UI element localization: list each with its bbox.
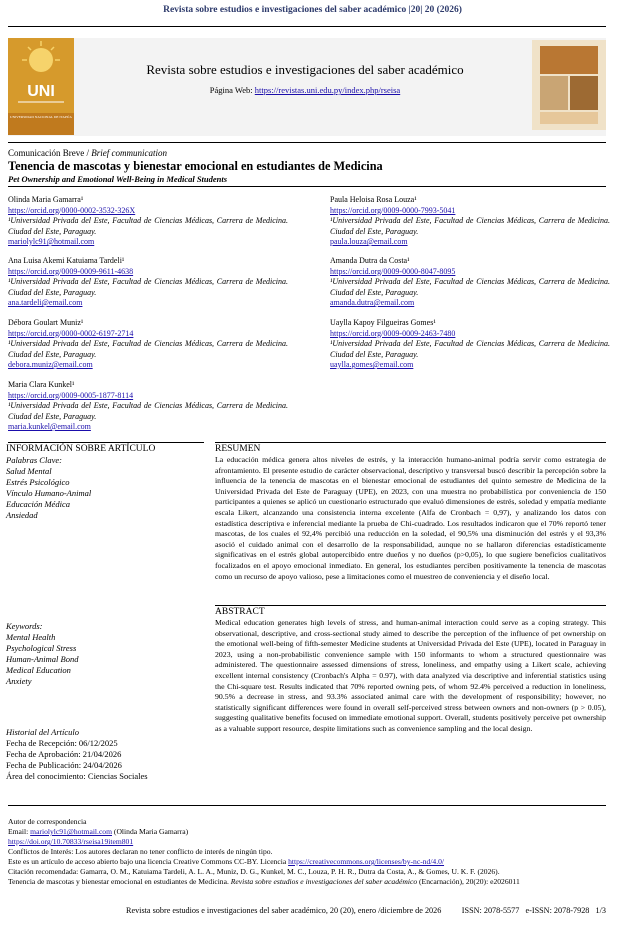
abstract-heading: ABSTRACT (215, 607, 265, 617)
author-name: Amanda Dutra da Costa¹ (330, 256, 410, 265)
title-rule-bottom (8, 186, 606, 187)
article-subtitle: Pet Ownership and Emotional Well-Being in Medical Students (8, 174, 228, 184)
date-published: Fecha de Publicación: 24/04/2026 (6, 760, 122, 770)
abstract-body: Medical education generates high levels of stress, and human-animal interaction could serve as a coping strategy. This observational, descriptive, and cross-sectional study aimed to describe the perception of the influence of pet ownership on the emotional well-being of fifth-semester Medicine students at Universidad Privada del Este (UPE), located in Paraguay in 2023, using a non-probabilistic convenience sample with 150 informants to whom a structured questionnaire was administered. The questionnaire assessed dimensions of stress, loneliness, and empathy using a Likert scale, achieving excellent internal consistency (Cronbach's Alpha = 0.97), with data analyzed via descriptive and inferential statistics using the Chi-square test. Results indicated that 70% reported owning pets, of whom 92.4% perceived a reduction in loneliness, 90.5% a decrease in stress, and 93.3% associated animal care with the development of responsibility; however, no statistically significant differences were found in overall self-perceived stress between owners and non-owners (p > 0.05), suggesting qualitative benefits focused on immediate emotional support. Overall, students positively perceive pet ownership as a valuable support resource, despite limitations such as convenience sampling and the local design. (215, 618, 606, 733)
citation-line-1: Citación recomendada: Gamarra, O. M., Katuiama Tardeli, A. L. A., Muniz, D. G., Kunkel, M. C., Louza, P. H. R., Dutra da Costa, A., & Gomes, U. K. F. (2026). (8, 867, 500, 876)
orcid-link[interactable]: https://orcid.org/0000-0002-6197-2714 (8, 328, 134, 338)
author-email[interactable]: ana.tardeli@email.com (8, 298, 83, 307)
license-link[interactable]: https://creativecommons.org/licenses/by-nc-nd/4.0/ (288, 857, 445, 866)
author-affiliation: ¹Universidad Privada del Este, Facultad de Ciencias Médicas, Carrera de Medicina. Ciudad del Este, Paraguay. (330, 277, 610, 297)
header-rule (8, 26, 606, 27)
conflict-statement: Conflictos de Interés: Los autores declaran no tener conflicto de interés de ningún tipo. (8, 847, 273, 856)
author-email[interactable]: debora.muniz@email.com (8, 360, 93, 369)
resumen-body: La educación médica genera altos niveles de estrés, y la interacción humano-animal podría servir como estrategia de afrontamiento. El presente estudio de carácter observacional, descriptivo y transversal buscó describir la percepción sobre la influencia de la tenencia de mascotas en el bienestar emocional de estudiantes del quinto semestre de Medicina de la Universidad Privada del Este de Paraguay (UPE), en 2023, con una muestra no probabilística por conveniencia de 150 participantes a quienes se aplicó un cuestionario estructurado que evaluó dimensiones de estrés, soledad y empatía mediante escala Likert, alcanzando una consistencia interna excelente (Alfa de Cronbach = 0,97), y analizando los datos con estadística descriptiva e inferencial mediante la prueba de Chi-cuadrado. Los resultados indicaron que el 70% reportó tener mascotas, de los cuales el 92,4% percibió una reducción en la soledad, el 90,5% una disminución del estrés y el 93,3% asoció el cuidado animal con el desarrollo de la responsabilidad, aunque no se hallaron diferencias estadísticamente significativas en el estrés global autopercibido entre dueños y no dueños (p>0,05), lo que sugiere beneficios cualitativos focalizados en el apoyo emocional inmediato. En general, los estudiantes perciben positivamente la tenencia de mascotas como un recurso de apoyo valioso, pese a limitaciones como el muestreo de conveniencia y el diseño local. (215, 455, 606, 581)
keyword-es: Vínculo Humano-Animal (6, 488, 92, 498)
author-name: Ana Luisa Akemi Katuiama Tardeli¹ (8, 256, 125, 265)
author-affiliation: ¹Universidad Privada del Este, Facultad de Ciencias Médicas, Carrera de Medicina. Ciudad del Este, Paraguay. (330, 216, 610, 236)
citation-title: Tenencia de mascotas y bienestar emocional en estudiantes de Medicina. (8, 877, 231, 886)
license-text: Este es un artículo de acceso abierto bajo una licencia Creative Commons CC-BY. Licencia (8, 857, 289, 866)
article-history (6, 727, 148, 782)
orcid-link[interactable]: https://orcid.org/0009-0009-9611-4638 (8, 266, 134, 276)
doi-link[interactable]: https://doi.org/10.70833/rseisa19item801 (8, 837, 134, 846)
orcid-link[interactable]: https://orcid.org/0009-0009-2463-7480 (330, 328, 456, 338)
orcid-link[interactable]: https://orcid.org/0000-0002-3532-326X (8, 205, 136, 215)
keyword-es: Ansiedad (6, 510, 38, 520)
journal-website (80, 85, 530, 95)
corresponding-name: (Olinda Maria Gamarra) (112, 827, 189, 836)
corresponding-author-heading: Autor de correspondencia (8, 817, 87, 826)
keyword-en: Anxiety (6, 676, 32, 686)
author-email[interactable]: maria.kunkel@email.com (8, 422, 91, 431)
article-info-heading: INFORMACIÓN SOBRE ARTÍCULO (6, 444, 156, 454)
knowledge-area: Área del conocimiento: Ciencias Sociales (6, 771, 148, 781)
citation-journal: Revista sobre estudios e investigaciones del saber académico (230, 877, 418, 886)
author-name: Olinda Maria Gamarra¹ (8, 195, 84, 204)
author-block (8, 256, 288, 309)
keyword-es: Educación Médica (6, 499, 70, 509)
keyword-es: Estrés Psicológico (6, 477, 70, 487)
author-email[interactable]: uaylla.gomes@email.com (330, 360, 414, 369)
author-block (330, 256, 610, 309)
running-head: Revista sobre estudios e investigaciones del saber académico |20| 20 (2026) (163, 5, 462, 15)
author-block (8, 195, 288, 248)
date-approved: Fecha de Aprobación: 21/04/2026 (6, 749, 122, 759)
orcid-link[interactable]: https://orcid.org/0009-0000-7993-5041 (330, 205, 456, 215)
article-info (6, 444, 155, 521)
page-footer: Revista sobre estudios e investigaciones del saber académico, 20 (20), enero /diciembre de 2026 ISSN: 2078-5577 e-ISSN: 2078-7928 1/3 (125, 906, 606, 915)
history-heading: Historial del Artículo (6, 727, 80, 737)
keywords-en (6, 621, 78, 687)
svg-text:UNI: UNI (27, 83, 55, 100)
author-email[interactable]: mariolylc91@hotmail.com (8, 237, 95, 246)
footer-rule (8, 805, 606, 806)
author-email[interactable]: paula.louza@email.com (330, 237, 408, 246)
section-type-es: Comunicación Breve / (8, 148, 92, 158)
author-name: Débora Goulart Muniz¹ (8, 318, 84, 327)
keywords-heading: Keywords: (6, 621, 43, 631)
university-logo (8, 38, 74, 113)
email-label: Email: (8, 827, 31, 836)
author-email[interactable]: amanda.dutra@email.com (330, 298, 415, 307)
university-logo-icon (8, 38, 74, 113)
author-block (8, 318, 288, 371)
sidebar-rule (8, 442, 204, 443)
journal-cover-thumbnail (532, 40, 606, 130)
keyword-en: Mental Health (6, 632, 56, 642)
section-type (8, 148, 167, 158)
author-block (8, 380, 288, 433)
orcid-link[interactable]: https://orcid.org/0009-0000-8047-8095 (330, 266, 456, 276)
date-received: Fecha de Recepción: 06/12/2025 (6, 738, 118, 748)
resumen-heading: RESUMEN (215, 444, 261, 454)
author-affiliation: ¹Universidad Privada del Este, Facultad de Ciencias Médicas, Carrera de Medicina. Ciudad del Este, Paraguay. (8, 216, 288, 236)
corresponding-email-line (8, 827, 520, 837)
author-block (330, 195, 610, 248)
citation-volume: (Encarnación), 20(20): e2026011 (417, 877, 520, 886)
abstract-rule (215, 605, 606, 606)
section-type-en: Brief communication (91, 148, 167, 158)
citation-line-2 (8, 877, 520, 887)
keyword-en: Medical Education (6, 665, 71, 675)
website-link[interactable]: https://revistas.uni.edu.py/index.php/rseisa (254, 85, 401, 95)
resumen-rule (215, 442, 606, 443)
orcid-link[interactable]: https://orcid.org/0009-0005-1877-8114 (8, 390, 134, 400)
author-name: Paula Heloisa Rosa Louza¹ (330, 195, 417, 204)
author-block (330, 318, 610, 371)
palabras-clave-heading: Palabras Clave: (6, 455, 62, 465)
journal-cover-icon (532, 40, 606, 130)
author-affiliation: ¹Universidad Privada del Este, Facultad de Ciencias Médicas, Carrera de Medicina. Ciudad del Este, Paraguay. (330, 339, 610, 359)
keyword-es: Salud Mental (6, 466, 52, 476)
article-title: Tenencia de mascotas y bienestar emocional en estudiantes de Medicina (8, 159, 383, 173)
author-name: Maria Clara Kunkel¹ (8, 380, 75, 389)
keyword-en: Human-Animal Bond (6, 654, 79, 664)
author-affiliation: ¹Universidad Privada del Este, Facultad de Ciencias Médicas, Carrera de Medicina. Ciudad del Este, Paraguay. (8, 339, 288, 359)
website-label: Página Web: (209, 85, 253, 95)
title-rule-top (8, 142, 606, 143)
journal-title: Revista sobre estudios e investigaciones del saber académico (146, 62, 464, 77)
author-name: Uaylla Kapoy Filgueiras Gomes¹ (330, 318, 436, 327)
author-affiliation: ¹Universidad Privada del Este, Facultad de Ciencias Médicas, Carrera de Medicina. Ciudad del Este, Paraguay. (8, 401, 288, 421)
license-line (8, 857, 520, 867)
correspondence (8, 817, 520, 887)
corresponding-email[interactable]: mariolylc91@hotmail.com (30, 827, 113, 836)
author-affiliation: ¹Universidad Privada del Este, Facultad de Ciencias Médicas, Carrera de Medicina. Ciudad del Este, Paraguay. (8, 277, 288, 297)
keyword-en: Psychological Stress (6, 643, 77, 653)
university-logo-caption: UNIVERSIDAD NACIONAL DE ITAPÚA (8, 113, 74, 135)
